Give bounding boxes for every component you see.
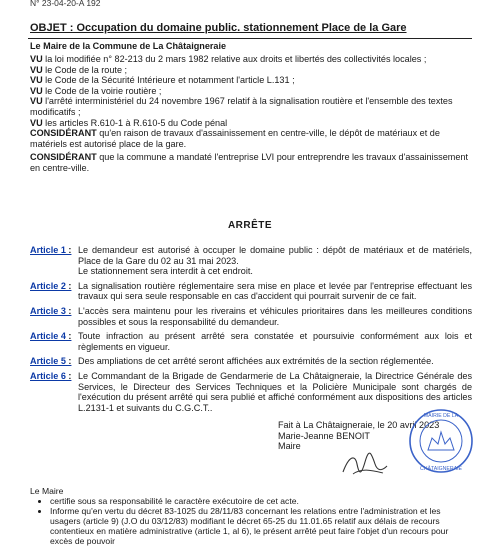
articles-list <box>30 245 472 417</box>
article-label: Article 4 <box>30 331 66 342</box>
svg-text:MAIRIE DE LA: MAIRIE DE LA <box>423 413 459 419</box>
article-4: Article 4 : Toute infraction au présent arrêté sera constatée et poursuivie conformément aux lois et règlements en vigueur. <box>30 331 472 352</box>
article-6: Article 6 : Le Commandant de la Brigade de Gendarmerie de La Châtaigneraie, la Directrice Générale des Services, le Directeur des Services Techniques et la Policière Municipale sont chargés de l'exécution du présent arrêté qui sera publié et affiché conformément aux dispositions des articles L.2131-1 et suivants du C.G.C.T.. <box>30 370 472 413</box>
article-3: Article 3 : L'accès sera maintenu pour les riverains et véhicules prioritaires dans les meilleures conditions possibles et sous la responsabilité du demandeur. <box>30 305 472 327</box>
visa-line: VU l'arrêté interministériel du 24 novembre 1967 relatif à la signalisation routière et l'ensemble des textes modificatifs ; <box>30 96 453 117</box>
signatory-role: Maire <box>278 441 301 452</box>
footer-heading: Le Maire <box>30 486 64 496</box>
considerant-line: CONSIDÉRANT qu'en raison de travaux d'assainissement en centre-ville, le dépôt de matériaux et de matériels est autorisé place de la gare. <box>30 128 440 149</box>
arrete-heading: ARRÊTE <box>227 220 273 231</box>
article-5: Article 5 : Des ampliations de cet arrêté seront affichées aux extrémités de la section réglementée. <box>30 356 434 367</box>
subject-text: OBJET : Occupation du domaine public. stationnement Place de la Gare <box>30 22 407 34</box>
reference-number: N° 23-04-20-A 192 <box>30 0 101 8</box>
svg-text:CHÂTAIGNERAIE: CHÂTAIGNERAIE <box>420 466 462 472</box>
considerant-line: CONSIDÉRANT que la commune a mandaté l'entreprise LVI pour entreprendre les travaux d'assainissement en centre-ville. <box>30 152 469 173</box>
article-1: Article 1 : Le demandeur est autorisé à occuper le domaine public : dépôt de matériaux et de matériels, Place de la Gare du 02 au 31 mai 2023. Le stationnement sera interdit à cet endroit. <box>30 245 472 277</box>
article-label: Article 3 <box>30 305 66 316</box>
mayor-heading: Le Maire de la Commune de La Châtaigneraie <box>30 41 227 51</box>
document-subject <box>30 22 470 34</box>
visa-line: VU la loi modifiée n° 82-213 du 2 mars 1982 relative aux droits et libertés des collectivités locales ; <box>30 54 427 64</box>
footer-bullet: • Informe qu'en vertu du décret 83-1025 du 28/11/83 concernant les relations entre l'administration et les usagers (article 9) (J.O du 03/12/83) modifiant le décret 65-25 du 11.01.65 relatif aux délais de recours contentieux en matière administrative (article 1, al 6), le présent arrêté peut faire l'objet d'un recours pour excès de pouvoir <box>50 506 472 546</box>
signatory-name: Marie-Jeanne BENOIT <box>278 430 370 441</box>
place-date: Fait à La Châtaigneraie, le 20 avril 2023 <box>278 420 440 430</box>
footer-bullets <box>30 496 472 546</box>
visa-list <box>30 54 472 174</box>
visa-line: VU les articles R.610-1 à R.610-5 du Code pénal <box>30 117 228 128</box>
article-label: Article 6 <box>30 370 66 381</box>
visa-line: VU le Code de la Sécurité Intérieure et notamment l'article L.131 ; <box>30 75 295 86</box>
article-label: Article 2 <box>30 280 66 291</box>
visa-line: VU le Code de la voirie routière ; <box>30 85 162 96</box>
article-label: Article 1 <box>30 245 66 255</box>
header-divider <box>28 38 472 39</box>
handwritten-signature <box>335 450 395 480</box>
footer-notes <box>30 486 472 546</box>
article-2: Article 2 : La signalisation routière réglementaire sera mise en place et levée par l'entreprise effectuant les travaux qui sera seule responsable en cas d'accident qui pourrait survenir de ce fait. <box>30 280 472 302</box>
article-label: Article 5 <box>30 356 66 367</box>
official-stamp <box>408 408 474 474</box>
footer-bullet: • certifie sous sa responsabilité le caractère exécutoire de cet acte. <box>50 496 472 506</box>
visa-line: VU le Code de la route ; <box>30 64 128 75</box>
